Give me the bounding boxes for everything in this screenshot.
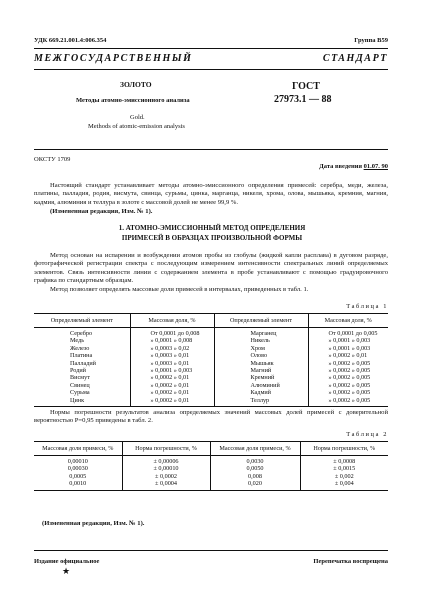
table2-label: Таблица 2 (346, 431, 388, 438)
table-cell: Медь (34, 337, 130, 344)
table-cell: 0,020 (210, 480, 300, 490)
table-cell: Мышьяк (214, 360, 308, 367)
table-2 (34, 441, 388, 491)
footer-rule (34, 550, 388, 551)
table-cell: От 0,0001 до 0,005 (328, 330, 378, 337)
table-cell: » 0,0002 » 0,01 (130, 397, 214, 407)
table-cell: Палладий (34, 360, 130, 367)
gost-number: 27973.1 — 88 (274, 94, 332, 105)
error-paragraph: Нормы погрешности результатов анализа определяемых значений массовых долей примесей с доверительной вероятностью P=0,95 приведены в табл. 2. (34, 409, 388, 425)
table-cell: » 0,0001 » 0,003 (328, 344, 371, 352)
title-ru: ЗОЛОТО (120, 80, 152, 89)
table-cell: 0,0010 (34, 480, 122, 490)
table-cell: 0,008 (210, 473, 300, 480)
t1-header: Массовая доля, % (130, 314, 214, 328)
table-cell: 0,0050 (210, 465, 300, 472)
group-code: Группа В59 (354, 37, 388, 44)
table1-row (34, 397, 388, 407)
table-cell: Сурьма (34, 389, 130, 396)
table1-label: Таблица 1 (346, 303, 388, 310)
title-en: Gold. (130, 114, 145, 121)
table-cell: Теллур (214, 397, 308, 407)
table1-row (34, 337, 388, 344)
date-value: 01.07. 90 (363, 163, 388, 170)
gost-label: ГОСТ (292, 81, 320, 92)
t1-header: Определяемый элемент (34, 314, 130, 328)
table-cell: От 0,0001 до 0,008 (130, 328, 214, 338)
table1-row (34, 367, 388, 374)
table-cell: » 0,0002 » 0,005 (328, 359, 371, 367)
table-cell: » 0,0002 » 0,01 (130, 382, 214, 389)
table-cell: » 0,0001 » 0,003 (130, 367, 214, 374)
t2-header: Массовая доля примеси, % (210, 442, 300, 456)
table-cell: ± 0,00006 (122, 456, 210, 466)
table2-row (34, 465, 388, 472)
table-cell: 0,00010 (34, 456, 122, 466)
range-paragraph: Метод позволяет определять массовые доли примесей в интервалах, приведенных в табл. 1. (50, 286, 309, 293)
table-cell: Олово (214, 352, 308, 359)
table-cell: ± 0,00010 (122, 465, 210, 472)
table-cell: ± 0,0015 (333, 465, 356, 473)
table-cell: » 0,0002 » 0,005 (328, 389, 371, 397)
t1-header: Массовая доля, % (308, 314, 388, 328)
table-cell: » 0,0002 » 0,01 (328, 352, 368, 360)
table-cell: ± 0,0008 (333, 458, 356, 465)
table-cell: Марганец (214, 328, 308, 338)
table2-row (34, 480, 388, 490)
table-cell: » 0,0002 » 0,01 (130, 389, 214, 396)
table-cell: ± 0,0002 (122, 473, 210, 480)
star-icon: ★ (62, 566, 71, 576)
table-cell: Родий (34, 367, 130, 374)
table-cell: Цинк (34, 397, 130, 407)
table-cell: Кадмий (214, 389, 308, 396)
table1-row (34, 328, 388, 338)
table-cell: Никель (214, 337, 308, 344)
table1-row (34, 374, 388, 381)
table-cell: » 0,0002 » 0,005 (328, 381, 371, 389)
table-cell: » 0,0001 » 0,003 (328, 337, 371, 345)
table-cell: 0,0030 (210, 456, 300, 466)
udk-code: УДК 669.21.001.4:006.354 (34, 37, 107, 44)
table-cell: » 0,0003 » 0,01 (130, 352, 214, 359)
t2-header: Норма погрешности, % (122, 442, 210, 456)
table-cell: » 0,0003 » 0,02 (130, 345, 214, 352)
date-label: Дата введения (319, 163, 362, 170)
table2-row (34, 456, 388, 466)
subtitle-en: Methods of atomic-emission analysis (88, 123, 185, 130)
subtitle-ru: Методы атомно-эмиссионного анализа (76, 97, 190, 104)
header-rule (34, 48, 388, 49)
reprint-prohibited: Перепечатка воспрещена (313, 558, 388, 565)
table-cell: Кремний (214, 374, 308, 381)
table-cell: 0,00030 (34, 465, 122, 472)
method-paragraph: Метод основан на испарении и возбуждении атомов пробы из глобулы (жидкой капли расплава) в дуговом разряде, фотографической регистрации спектра с последующим измерением интенсивности спектральных линий определяемых элементов. Связь интенсивности линии с содержанием элемента в пробе устанавливают с помощью градуировочного графика по стандартным образцам. (34, 252, 388, 285)
table-cell: » 0,0002 » 0,01 (130, 374, 214, 381)
table1-row (34, 345, 388, 352)
table-cell: Свинец (34, 382, 130, 389)
t2-header: Массовая доля примеси, % (34, 442, 122, 456)
effective-date (319, 163, 388, 170)
section-amendment: (Измененная редакция, Изм. № 1). (42, 520, 145, 527)
table1-row (34, 389, 388, 396)
table1-row (34, 360, 388, 367)
table1-row (34, 382, 388, 389)
banner-rule (34, 69, 388, 70)
title-rule (34, 149, 388, 150)
table-1 (34, 313, 388, 407)
table-cell: » 0,0001 » 0,008 (130, 337, 214, 344)
table-cell: ± 0,002 (334, 472, 354, 480)
table-cell: ± 0,0004 (122, 480, 210, 490)
table-cell: » 0,0002 » 0,005 (328, 374, 371, 382)
table-cell: Магний (214, 367, 308, 374)
table1-row (34, 352, 388, 359)
table2-row (34, 473, 388, 480)
table-cell: » 0,0003 » 0,01 (130, 360, 214, 367)
table-cell: Хром (214, 345, 308, 352)
oksty-code: ОКСТУ 1709 (34, 156, 71, 163)
t2-header: Норма погрешности, % (300, 442, 388, 456)
intro-paragraph: Настоящий стандарт устанавливает методы атомно-эмиссионного определения примесей: серебра, меди, железа, платины, палладия, родия, висмута, свинца, сурьмы, цинка, марганца, никеля, хрома, олова, мышьяка, кремния, магния, кадмия, алюминия и теллура в золоте с массовой долей не менее 99,9 %. (34, 182, 388, 206)
t1-header: Определяемый элемент (214, 314, 308, 328)
table-cell: Платина (34, 352, 130, 359)
official-edition: Издание официальное (34, 558, 100, 565)
table-cell: » 0,0002 » 0,005 (308, 397, 388, 407)
table-cell: 0,0005 (34, 473, 122, 480)
table-cell: Железо (34, 345, 130, 352)
table-cell: Серебро (34, 328, 130, 338)
table-cell: Висмут (34, 374, 130, 381)
standard-banner: МЕЖГОСУДАРСТВЕННЫЙ СТАНДАРТ (34, 53, 388, 64)
intro-amendment: (Измененная редакция, Изм. № 1). (50, 208, 153, 215)
table-cell: » 0,0002 » 0,005 (328, 367, 371, 375)
table-cell: ± 0,004 (300, 480, 388, 490)
section-title: 1. АТОМНО-ЭМИССИОННЫЙ МЕТОД ОПРЕДЕЛЕНИЯ ПРИМЕСЕЙ В ОБРАЗЦАХ ПРОИЗВОЛЬНОЙ ФОРМЫ (118, 224, 306, 242)
table-cell: Алюминий (214, 382, 308, 389)
